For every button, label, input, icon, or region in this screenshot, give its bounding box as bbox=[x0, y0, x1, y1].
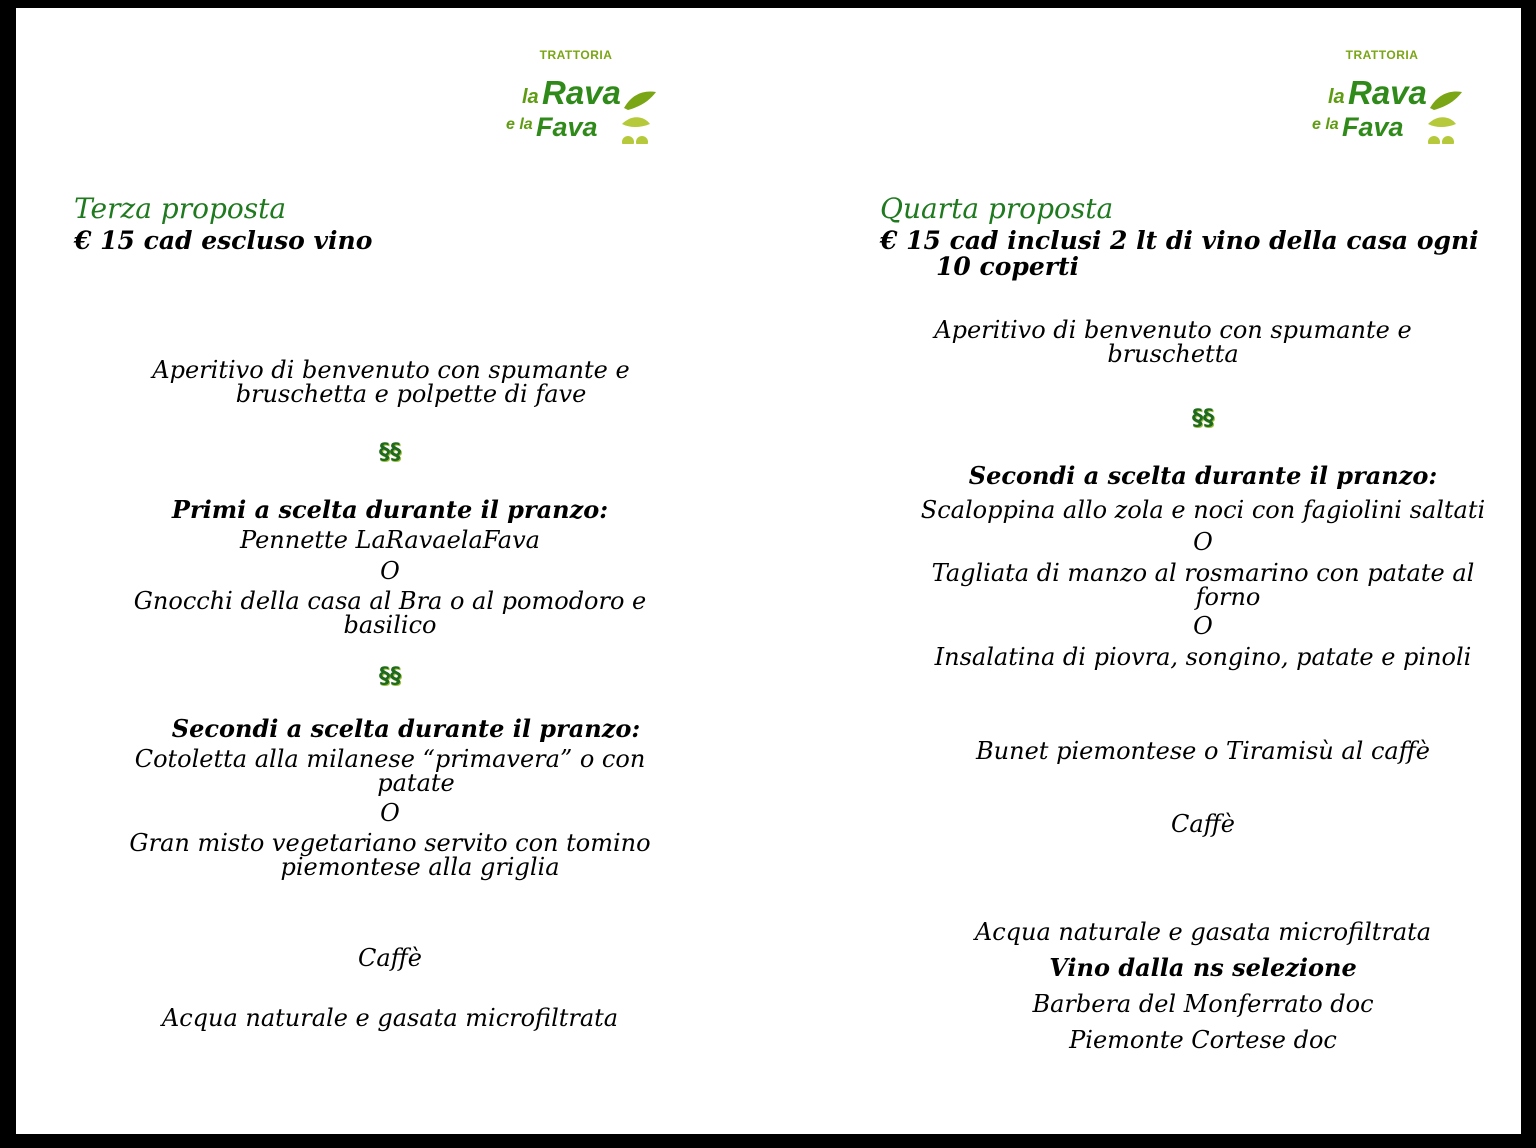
caffe-line: Caffè bbox=[1171, 810, 1235, 838]
vino-item: Piemonte Cortese doc bbox=[1069, 1026, 1337, 1054]
logo-trattoria-text: TRATTORIA bbox=[539, 48, 613, 62]
logo-word-ela: e la bbox=[1312, 116, 1339, 133]
or-separator: O bbox=[380, 557, 400, 585]
primi-item: Gnocchi della casa al Bra o al pomodoro e bbox=[133, 587, 647, 615]
caffe-line: Caffè bbox=[358, 944, 422, 972]
or-separator: O bbox=[380, 799, 400, 827]
vino-item: Barbera del Monferrato doc bbox=[1032, 990, 1374, 1018]
primi-item: Pennette LaRavaelaFava bbox=[240, 526, 540, 554]
secondi-item: Cotoletta alla milanese “primavera” o con bbox=[134, 745, 646, 773]
menu-sheet bbox=[16, 8, 1521, 1134]
trattoria-logo bbox=[1312, 8, 1482, 142]
logo-word-rava: Rava bbox=[542, 74, 621, 111]
secondi-item-cont: piemontese alla griglia bbox=[280, 853, 560, 881]
or-separator: O bbox=[1193, 528, 1213, 556]
logo-word-fava: Fava bbox=[1342, 112, 1404, 142]
logo-word-ela: e la bbox=[506, 116, 533, 133]
secondi-item: Insalatina di piovra, songino, patate e pinoli bbox=[934, 643, 1472, 671]
logo-word-fava: Fava bbox=[536, 112, 598, 142]
menu-price: € 15 cad escluso vino bbox=[74, 226, 373, 255]
logo-trattoria-text: TRATTORIA bbox=[1345, 48, 1419, 62]
aperitivo-line-2: bruschetta e polpette di fave bbox=[235, 380, 587, 408]
section-separator: §§ bbox=[379, 440, 401, 465]
or-separator: O bbox=[1193, 612, 1213, 640]
secondi-item-cont: forno bbox=[1195, 583, 1261, 611]
secondi-item: Gran misto vegetariano servito con tomino bbox=[129, 829, 651, 857]
aperitivo-line-2: bruschetta bbox=[1107, 340, 1239, 368]
aperitivo-line-1: Aperitivo di benvenuto con spumante e bbox=[152, 356, 630, 384]
logo-word-rava: Rava bbox=[1348, 74, 1427, 111]
leaf-icon bbox=[606, 84, 666, 144]
secondi-item: Tagliata di manzo al rosmarino con patate al bbox=[931, 559, 1475, 587]
section-separator: §§ bbox=[1192, 406, 1214, 431]
logo-word-la: la bbox=[522, 86, 539, 108]
section-separator: §§ bbox=[379, 664, 401, 689]
secondi-heading: Secondi a scelta durante il pranzo: bbox=[171, 714, 641, 743]
vino-heading: Vino dalla ns selezione bbox=[1049, 953, 1357, 982]
menu-column-terza bbox=[16, 8, 776, 1134]
menu-price-cont: 10 coperti bbox=[936, 252, 1079, 281]
acqua-line: Acqua naturale e gasata microfiltrata bbox=[974, 918, 1432, 946]
leaf-icon bbox=[1412, 84, 1472, 144]
primi-heading: Primi a scelta durante il pranzo: bbox=[171, 495, 609, 524]
secondi-item: Scaloppina allo zola e noci con fagiolini saltati bbox=[920, 496, 1486, 524]
primi-item-cont: basilico bbox=[343, 611, 437, 639]
menu-title: Terza proposta bbox=[74, 192, 287, 225]
menu-title: Quarta proposta bbox=[880, 192, 1114, 225]
menu-column-quarta bbox=[822, 8, 1521, 1134]
secondi-heading: Secondi a scelta durante il pranzo: bbox=[968, 461, 1438, 490]
acqua-line: Acqua naturale e gasata microfiltrata bbox=[161, 1004, 619, 1032]
dolce-line: Bunet piemontese o Tiramisù al caffè bbox=[976, 737, 1430, 765]
logo-word-la: la bbox=[1328, 86, 1345, 108]
secondi-item-cont: patate bbox=[377, 769, 455, 797]
menu-price: € 15 cad inclusi 2 lt di vino della casa ogni bbox=[880, 226, 1479, 255]
trattoria-logo bbox=[506, 8, 676, 142]
aperitivo-line-1: Aperitivo di benvenuto con spumante e bbox=[934, 316, 1412, 344]
